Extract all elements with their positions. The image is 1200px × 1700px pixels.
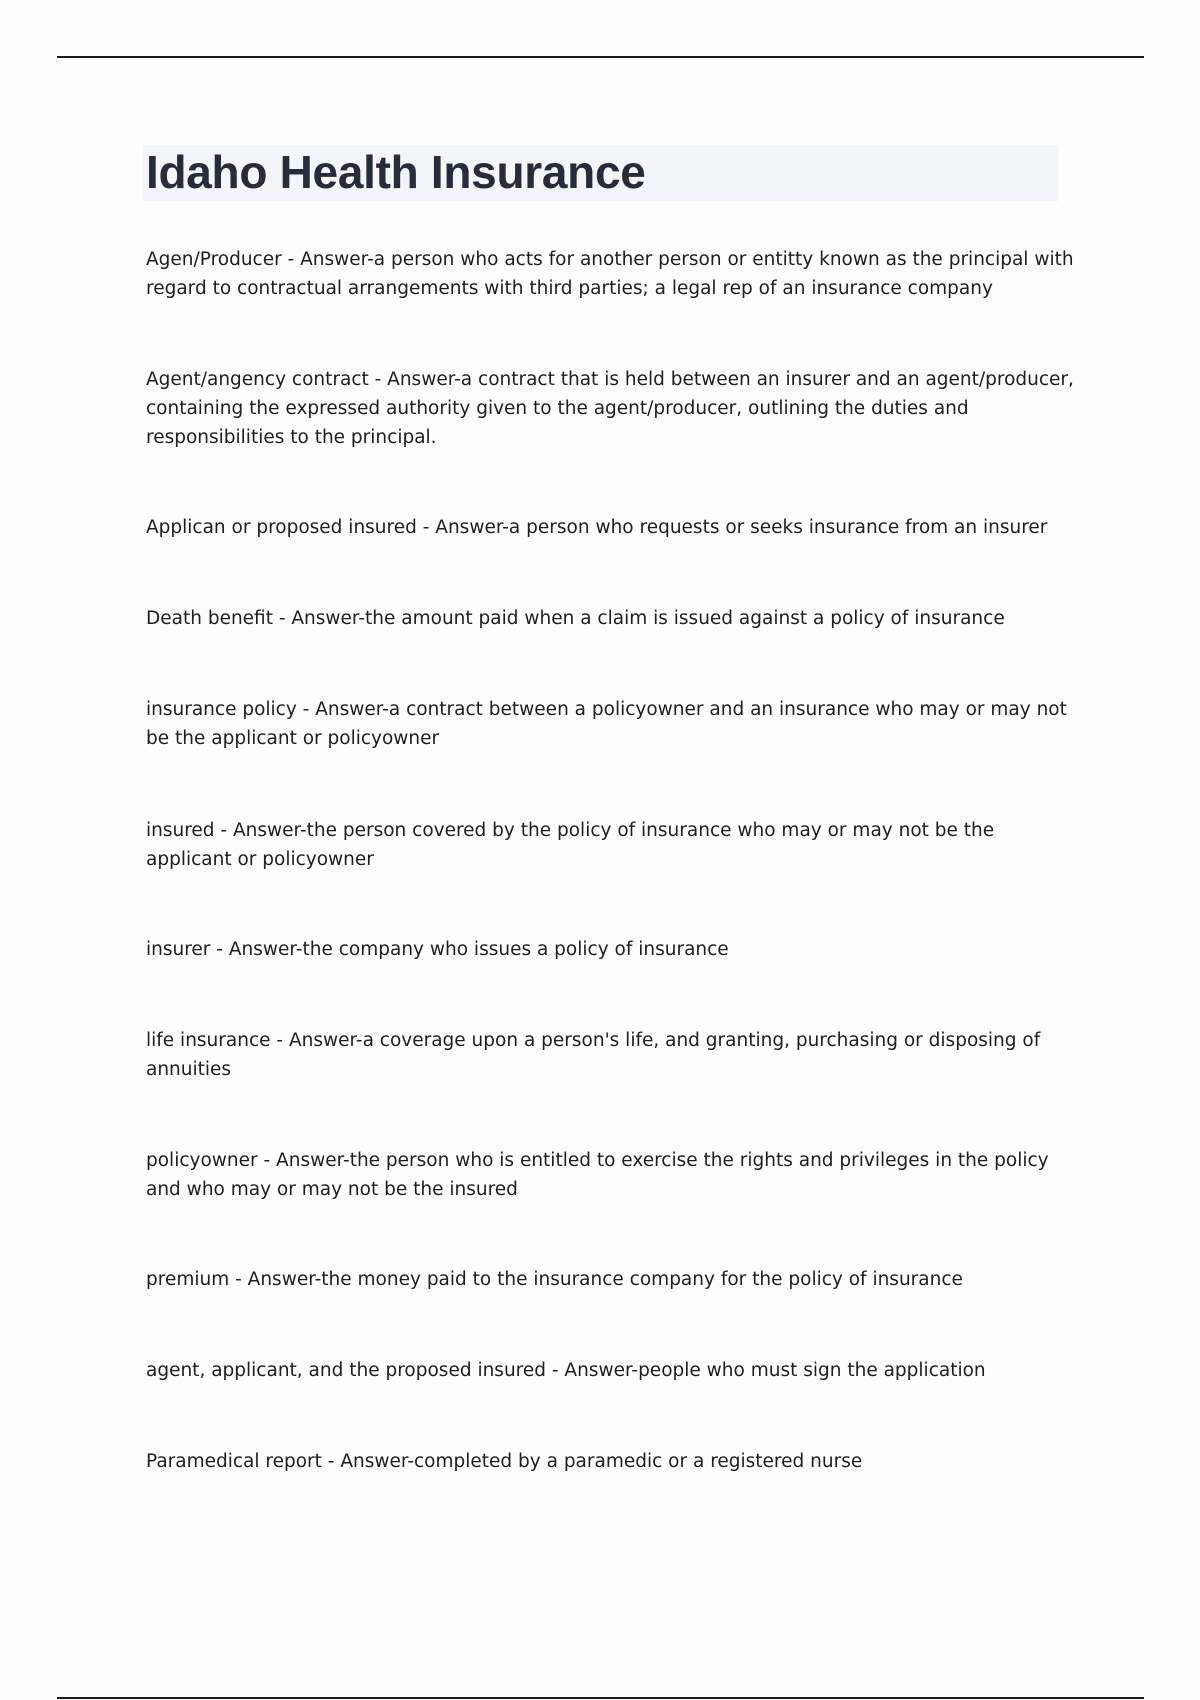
glossary-entry: agent, applicant, and the proposed insured - Answer-people who must sign the application bbox=[146, 1360, 986, 1381]
page-title: Idaho Health Insurance bbox=[146, 146, 646, 198]
glossary-entry: premium - Answer-the money paid to the insurance company for the policy of insurance bbox=[146, 1269, 963, 1290]
glossary-entry: insured - Answer-the person covered by the policy of insurance who may or may not be the applicant or policyowner bbox=[146, 820, 995, 870]
glossary-entry: Paramedical report - Answer-completed by a paramedic or a registered nurse bbox=[146, 1451, 863, 1472]
glossary-entry: Death benefit - Answer-the amount paid when a claim is issued against a policy of insurance bbox=[146, 608, 1005, 629]
glossary-entry: insurance policy - Answer-a contract between a policyowner and an insurance who may or may not be the applicant or policyowner bbox=[146, 699, 1067, 749]
glossary-entry: policyowner - Answer-the person who is entitled to exercise the rights and privileges in the policy and who may or may not be the insured bbox=[146, 1150, 1049, 1200]
glossary-entry: insurer - Answer-the company who issues a policy of insurance bbox=[146, 939, 729, 960]
bottom-rule bbox=[57, 1697, 1144, 1699]
glossary-entry: Agen/Producer - Answer-a person who acts for another person or entitty known as the principal with regard to contractual arrangements with third parties; a legal rep of an insurance company bbox=[146, 249, 1074, 299]
glossary-entry: Agent/angency contract - Answer-a contract that is held between an insurer and an agent/producer, containing the expressed authority given to the agent/producer, outlining the duties and responsibilities to the principal. bbox=[146, 369, 1074, 448]
top-rule bbox=[57, 56, 1144, 58]
glossary-entry: Applican or proposed insured - Answer-a person who requests or seeks insurance from an insurer bbox=[146, 517, 1048, 538]
glossary-entry: life insurance - Answer-a coverage upon a person's life, and granting, purchasing or disposing of annuities bbox=[146, 1030, 1041, 1080]
